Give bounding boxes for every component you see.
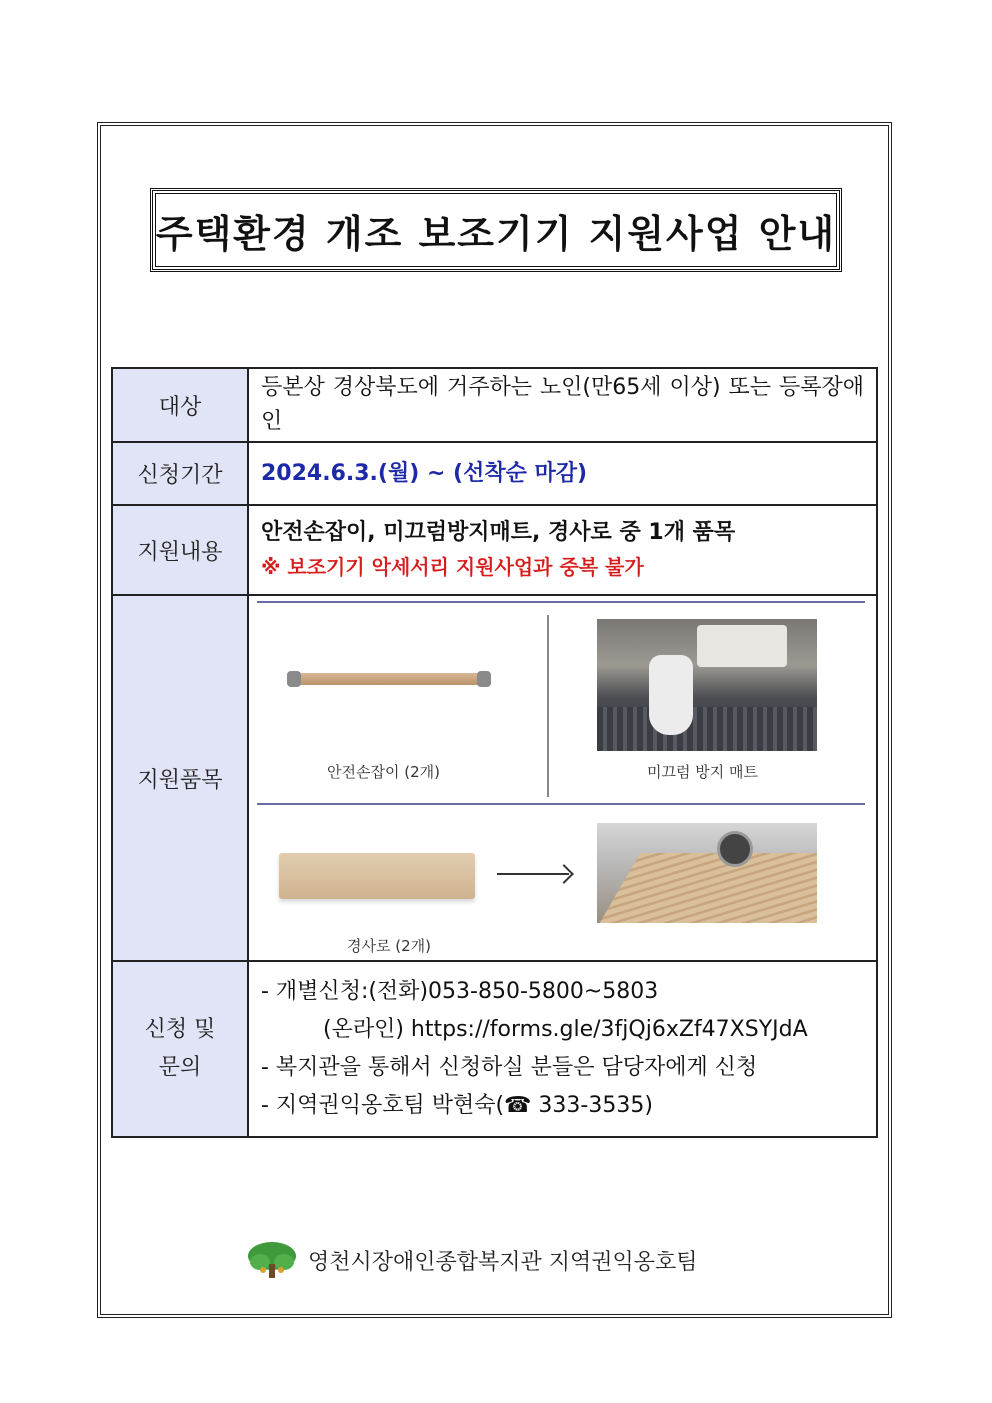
- label-apply-line2: 문의: [158, 1055, 202, 1080]
- tree-logo-icon: [246, 1240, 298, 1280]
- caption-mat: 미끄럼 방지 매트: [647, 763, 758, 781]
- footer: [246, 1240, 698, 1280]
- caption-ramp: 경사로 (2개): [347, 937, 431, 955]
- label-items: 지원품목: [112, 595, 248, 961]
- page-title: 주택환경 개조 보조기기 지원사업 안내: [155, 211, 837, 256]
- apply-line4-text: - 지역권익옹호팀 박현숙(: [261, 1093, 505, 1118]
- non-slip-mat-photo: [597, 619, 817, 751]
- row-period: [112, 442, 877, 505]
- label-period: 신청기간: [112, 442, 248, 505]
- footer-org: 영천시장애인종합복지관 지역권익옹호팀: [308, 1249, 698, 1275]
- label-target: 대상: [112, 368, 248, 442]
- apply-line2: (온라인) https://forms.gle/3fjQj6xZf47XSYJdA: [323, 1017, 808, 1042]
- ramp-photo: [597, 823, 817, 923]
- row-apply: [112, 961, 877, 1137]
- row-target: [112, 368, 877, 442]
- caption-handrail: 안전손잡이 (2개): [327, 763, 440, 781]
- info-table: [111, 367, 878, 1138]
- content-line1: 안전손잡이, 미끄럼방지매트, 경사로 중 1개 품목: [261, 520, 736, 545]
- apply-line4-number: 333-3535): [531, 1093, 653, 1118]
- row-content: [112, 505, 877, 595]
- apply-cell: [248, 961, 877, 1137]
- handrail-image: [291, 673, 487, 685]
- title-box: [150, 188, 842, 272]
- divider-vertical: [547, 615, 549, 797]
- apply-line1: - 개별신청:(전화)053-850-5800~5803: [261, 979, 659, 1004]
- content-line2: ※ 보조기기 악세서리 지원사업과 중복 불가: [261, 555, 644, 579]
- phone-icon: ☎: [504, 1093, 532, 1118]
- label-apply: [112, 961, 248, 1137]
- row-items: [112, 595, 877, 961]
- items-cell: [248, 595, 877, 961]
- content-cell: [248, 505, 877, 595]
- divider-top: [257, 601, 865, 603]
- period-text: 2024.6.3.(월) ~ (선착순 마감): [248, 442, 877, 505]
- label-content: 지원내용: [112, 505, 248, 595]
- items-figure: [249, 597, 876, 959]
- apply-line3: - 복지관을 통해서 신청하실 분들은 담당자에게 신청: [261, 1055, 758, 1080]
- target-text: 등본상 경상북도에 거주하는 노인(만65세 이상) 또는 등록장애인: [248, 368, 877, 442]
- arrow-right-icon: [497, 873, 569, 875]
- divider-middle: [257, 803, 865, 805]
- ramp-image: [279, 853, 475, 899]
- apply-line4: [261, 1087, 864, 1125]
- label-apply-line1: 신청 및: [144, 1017, 216, 1042]
